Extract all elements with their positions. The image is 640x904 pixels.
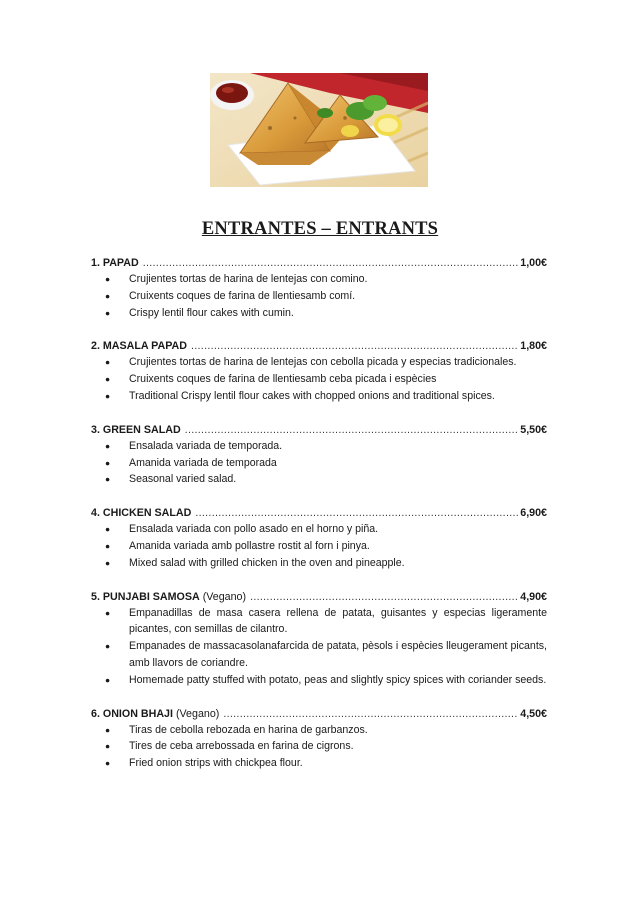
- description-en: ● Seasonal varied salad.: [129, 471, 547, 488]
- item-name: 4. CHICKEN SALAD: [91, 507, 192, 520]
- item-price: 4,90€: [520, 590, 547, 603]
- menu-item: [91, 255, 547, 321]
- description-en: ● Homemade patty stuffed with potato, peas and slightly spicy spices with coriander seeds.: [129, 672, 547, 689]
- description-es: ● Empanadillas de masa casera rellena de patata, guisantes y especias ligeramente picantes, con semillas de cilantro.: [129, 605, 547, 639]
- menu-item: [91, 338, 547, 404]
- item-description-list: [91, 521, 547, 571]
- description-es: ● Crujientes tortas de harina de lentejas con cebolla picada y especias tradicionales.: [129, 354, 547, 371]
- section-title: ENTRANTES – ENTRANTS: [201, 219, 439, 239]
- dot-leader: [191, 338, 518, 354]
- menu-item-header: [91, 255, 547, 271]
- item-name: 5. PUNJABI SAMOSA: [91, 590, 200, 603]
- description-en: ● Crispy lentil flour cakes with cumin.: [129, 305, 547, 322]
- item-description-list: [91, 271, 547, 321]
- dot-leader: [250, 589, 518, 605]
- item-name: 6. ONION BHAJI: [91, 707, 173, 720]
- menu-item: [91, 422, 547, 488]
- menu-item: [91, 505, 547, 571]
- item-price: 5,50€: [520, 423, 547, 436]
- dot-leader: [223, 706, 518, 722]
- item-name: 1. PAPAD: [91, 257, 139, 269]
- description-ca: ● Cruixents coques de farina de llentiesamb comí.: [129, 288, 547, 305]
- item-description-list: [91, 605, 547, 689]
- menu-item-header: [91, 706, 547, 722]
- menu-item-header: [91, 505, 547, 521]
- description-en: ● Traditional Crispy lentil flour cakes with chopped onions and traditional spices.: [129, 388, 547, 405]
- item-name: 3. GREEN SALAD: [91, 423, 181, 436]
- item-price: 6,90€: [520, 507, 547, 520]
- item-price: 1,00€: [520, 257, 547, 269]
- item-description-list: [91, 354, 547, 404]
- dot-leader: [185, 422, 519, 438]
- vegan-note: (Vegano): [175, 707, 220, 720]
- menu-item: [91, 706, 547, 772]
- menu-item-header: [91, 338, 547, 354]
- description-ca: ● Amanida variada de temporada: [129, 455, 547, 472]
- item-description-list: [91, 722, 547, 772]
- item-price: 1,80€: [520, 340, 547, 353]
- samosa-plate-photo: [210, 73, 428, 187]
- description-en: ● Mixed salad with grilled chicken in the oven and pineapple.: [129, 555, 547, 572]
- description-es: ● Crujientes tortas de harina de lentejas con comino.: [129, 271, 547, 288]
- description-ca: ● Cruixents coques de farina de llentiesamb ceba picada i espècies: [129, 371, 547, 388]
- menu-list: [91, 255, 547, 789]
- menu-item-header: [91, 422, 547, 438]
- dot-leader: [195, 505, 518, 521]
- description-ca: ● Amanida variada amb pollastre rostit al forn i pinya.: [129, 538, 547, 555]
- menu-item-header: [91, 589, 547, 605]
- description-es: ● Tiras de cebolla rebozada en harina de garbanzos.: [129, 722, 547, 739]
- description-en: ● Fried onion strips with chickpea flour.: [129, 755, 547, 772]
- vegan-note: (Vegano): [202, 590, 247, 603]
- description-es: ● Ensalada variada de temporada.: [129, 438, 547, 455]
- description-es: ● Ensalada variada con pollo asado en el horno y piña.: [129, 521, 547, 538]
- item-description-list: [91, 438, 547, 488]
- description-ca: ● Empanades de massacasolanafarcida de patata, pèsols i espècies lleugerament picants, amb llavors de coriandre.: [129, 638, 547, 672]
- menu-item: [91, 589, 547, 689]
- description-ca: ● Tires de ceba arrebossada en farina de cigrons.: [129, 738, 547, 755]
- item-name: 2. MASALA PAPAD: [91, 340, 187, 353]
- dot-leader: [143, 255, 519, 271]
- item-price: 4,50€: [520, 707, 547, 720]
